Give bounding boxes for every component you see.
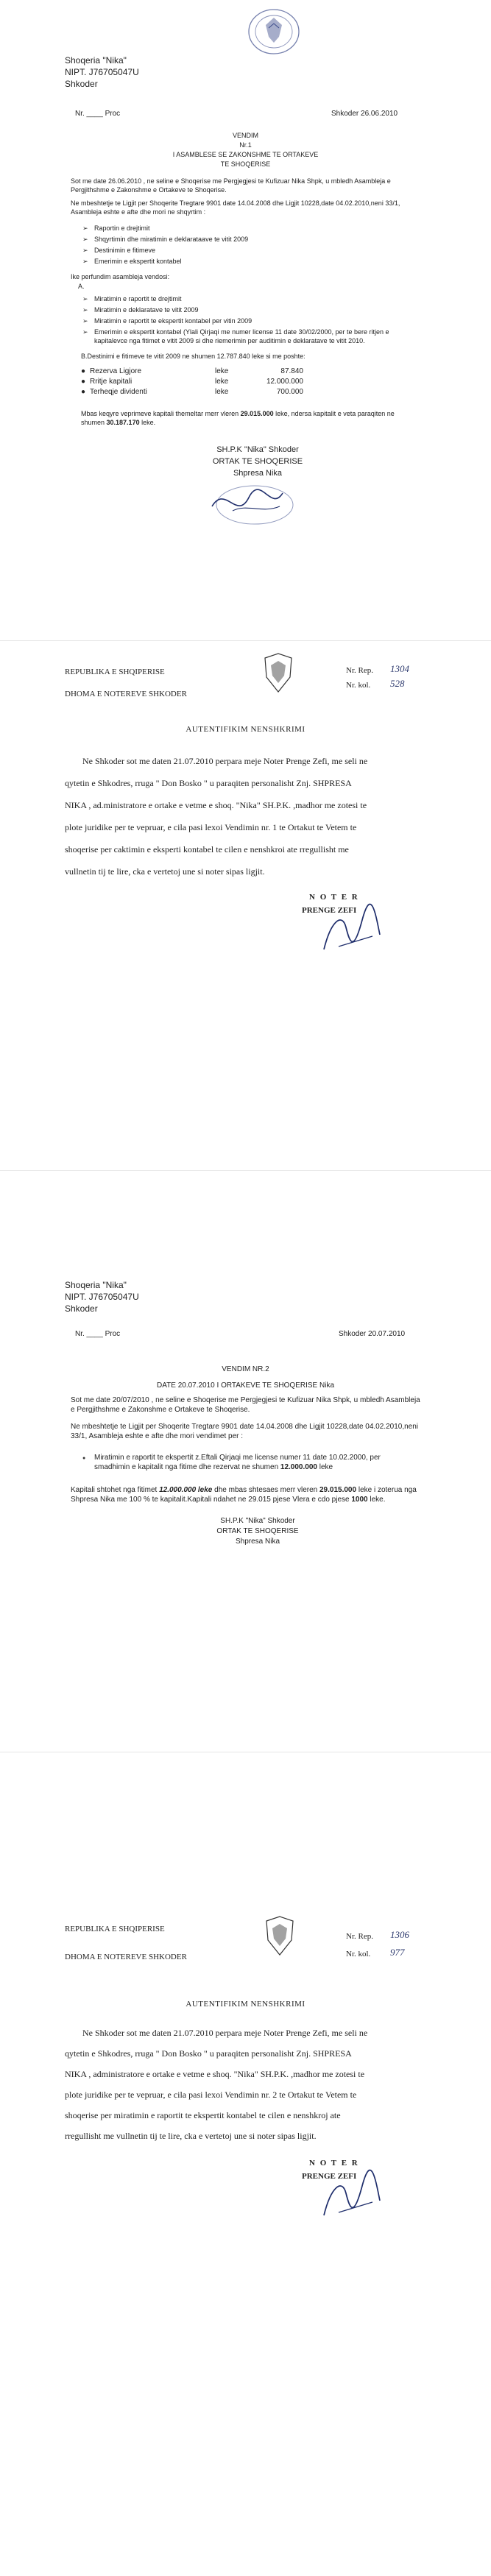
kol-value: 977 [390,1947,405,1958]
company-nipt: NIPT. J76705047U [65,67,139,77]
auth-heading: AUTENTIFIKIM NENSHKRIMI [186,725,305,734]
doc-number: Nr.1 [239,141,252,149]
distribution-label: Rritje kapitali [90,378,133,386]
intro-paragraph: Sot me date 26.06.2010 , ne seline e Shoqerise me Pergjegjesi te Kufizuar Nika Shpk, u mbledh Asambleja e Pergjithshme e Zakonshme e Ortakeve te Shoqerise. [71,177,391,194]
distribution-unit: leke [215,388,229,396]
distribution-label: Rezerva Ligjore [90,367,142,375]
place-date: Shkoder 20.07.2010 [339,1330,406,1338]
notary-signature-icon [309,898,390,957]
place-date: Shkoder 26.06.2010 [331,110,398,118]
decision-amount: 12.000.000 [280,1463,317,1471]
legal-basis-paragraph: Ne mbeshtetje te Ligjit per Shoqerite Tregtare 9901 date 14.04.2008 dhe Ligjit 10228,date 04.02.2010,neni 33/1, Asambleja eshte e afte dhe mori ne shqyrtim : [71,199,400,216]
notary-office: DHOMA E NOTEREVE SHKODER [65,690,187,698]
decision-item: ➢ Miratimin e deklaratave te vitit 2009 [81,305,412,314]
document-page-3 [0,1178,491,1693]
decision-item: ➢ Miratimin e raportit te drejtimit [81,294,412,303]
decision-item: ➢ Emerimin e ekspertit kontabel (Ylali Qirjaqi me numer license 11 date 30/02/2000, per te bere ritjen e kapitalevce nga fitimet e vitit 2009 si dhe riemerimin per auditimin e deklaratave te vitit 2010. [81,328,412,345]
capital-added: 12.000.000 leke [159,1486,213,1494]
distribution-label: Terheqje dividenti [90,388,147,396]
signatory-company: SH.P.K "Nika" Shkoder [220,1517,295,1525]
capital-amount: 29.015.000 [240,410,274,417]
auth-body-line: shoqerise per caktimin e eksperti kontabel te cilen e nenshkroi ate rregullisht me [65,844,349,854]
distribution-row: ● Rritje kapitali leke 12.000.000 [81,378,303,386]
doc-subtitle-1: I ASAMBLESE SE ZAKONSHME TE ORTAKEVE [172,151,319,158]
decided-letter: A. [78,283,85,290]
agenda-item: ➢ Shqyrtimin dhe miratimin e deklarataave te vitit 2009 [81,235,405,244]
rep-label: Nr. Rep. [346,666,373,675]
state-name: REPUBLIKA E SHQIPERISE [65,1925,165,1933]
distribution-unit: leke [215,378,229,386]
auth-body-line: qytetin e Shkodres, rruga " Don Bosko " u paraqiten personalisht Znj. SHPRESA [65,778,352,788]
distribution-amount: 12.000.000 [266,378,303,386]
distribution-amount: 87.840 [280,367,303,375]
company-name: Shoqeria "Nika" [65,1280,127,1290]
agenda-item: ➢ Emerimin e ekspertit kontabel [81,257,405,266]
distribution-row: ● Rezerva Ligjore leke 87.840 [81,367,303,375]
capital-paragraph: Mbas keqyre veprimeve kapitali themeltar merr vleren 29.015.000 leke, ndersa kapitalit e veta paraqiten ne shumen 30.187.170 leke. [81,410,395,426]
company-nipt: NIPT. J76705047U [65,1292,139,1302]
agenda-item: ➢ Destinimin e fitimeve [81,246,405,255]
capital-share-value: 1000 [351,1496,368,1504]
auth-body-line: rregullisht me vullnetin tij te lire, cka e vertetoj une si noter sipas ligjit. [65,2131,317,2141]
page-divider [0,640,491,641]
auth-body-line: shoqerise per miratimin e raportit te ekspertit kontabel te cilen e nenshkroj ate [65,2110,341,2120]
auth-body-line: qytetin e Shkodres, rruga " Don Bosko " u paraqiten personalisht Znj. SHPRESA [65,2048,352,2059]
doc-subtitle: DATE 20.07.2010 I ORTAKEVE TE SHOQERISE Nika [156,1381,335,1390]
notary-name: PRENGE ZEFI [302,2172,357,2181]
document-page-4 [0,1759,491,2318]
signatory-name: Shpresa Nika [235,1538,280,1546]
capital-paragraph: Kapitali shtohet nga fitimet 12.000.000 leke dhe mbas shtesaes merr vleren 29.015.000 leke i zoterua nga Shpresa Nika me 100 % te kapitalit.Kapitali ndahet ne 29.015 pjese Vlera e cdo pjese 1000 leke. [71,1486,417,1504]
coat-of-arms-icon [259,1915,300,1958]
notary-name: PRENGE ZEFI [302,906,357,915]
rep-value: 1304 [390,663,409,674]
capital-new-value: 29.015.000 [319,1486,357,1494]
state-name: REPUBLIKA E SHQIPERISE [65,668,165,676]
document-page-1 [0,0,491,633]
decisions-list [81,1453,412,1474]
company-city: Shkoder [65,1303,98,1314]
signatory-name: Shpresa Nika [233,469,283,478]
auth-body-line: NIKA , administratore e ortake e vetme e shoq. "Nika" SH.P.K. ,madhor me zotesi te [65,2069,365,2079]
decision-item: ● Miratimin e raportit te ekspertit z.Eftali Qirjaqi me license numer 11 date 10.02.2000, per smadhimin e kapitalit nga fitime dhe rezervat ne shumen 12.000.000 leke [81,1453,412,1472]
auth-body-line: vullnetin tij te lire, cka e vertetoj une si noter sipas ligjit. [65,866,265,877]
kol-label: Nr. kol. [346,1950,371,1958]
signatory-role: ORTAK TE SHOQERISE [216,1527,299,1535]
coat-of-arms-icon [258,652,299,695]
notary-office: DHOMA E NOTEREVE SHKODER [65,1953,187,1961]
notary-signature-icon [309,2164,390,2223]
doc-title: VENDIM NR.2 [222,1365,269,1373]
shoqeria-stamp-icon [247,7,301,56]
ref-number: Nr. ____ Proc [75,110,121,118]
auth-body-line: NIKA , ad.ministratore e ortake e vetme e shoq. "Nika" SH.P.K. ,madhor me zotesi te [65,800,367,810]
destination-intro: B.Destinimi e fitimeve te vitit 2009 ne shumen 12.787.840 leke si me poshte: [81,353,305,360]
ref-number: Nr. ____ Proc [75,1330,121,1338]
rep-value: 1306 [390,1929,409,1940]
kol-value: 528 [390,678,405,689]
kol-label: Nr. kol. [346,681,371,690]
notary-title: N O T E R [309,2159,359,2168]
agenda-list [81,224,405,268]
auth-heading: AUTENTIFIKIM NENSHKRIMI [186,2000,305,2009]
company-name: Shoqeria "Nika" [65,55,127,66]
decisions-list [81,294,412,347]
distribution-amount: 700.000 [276,388,303,396]
intro-paragraph: Sot me date 20/07/2010 , ne seline e Shoqerise me Pergjegjesi te Kufizuar Nika Shpk, u mbledh Asambleja e Pergjithshme e Zakonshme e Ortakeve te Shoqerise. [71,1396,420,1414]
company-city: Shkoder [65,79,98,89]
signatory-company: SH.P.K "Nika" Shkoder [216,445,299,454]
decision-item: ➢ Miratimin e raportit te ekspertit kontabel per vitin 2009 [81,316,412,325]
document-page-2 [0,648,491,1163]
distribution-table [81,367,317,397]
distribution-unit: leke [215,367,229,375]
rep-label: Nr. Rep. [346,1932,373,1941]
doc-subtitle-2: TE SHOQERISE [220,160,271,168]
page-divider [0,1170,491,1171]
auth-body-line: plote juridike per te vepruar, e cila pasi lexoi Vendimin nr. 2 te Ortakut te Vetem te [65,2090,357,2100]
auth-body-line: Ne Shkoder sot me daten 21.07.2010 perpara meje Noter Prenge Zefi, me seli ne [82,756,368,766]
decided-intro: Ike perfundim asambleja vendosi: [71,273,170,280]
legal-basis-paragraph: Ne mbeshtetje te Ligjit per Shoqerite Tregtare 9901 date 14.04.2008 dhe Ligjit 10228,date 04.02.2010,neni 33/1, Asambleja eshte e afte dhe mori vendimet per : [71,1423,419,1440]
signature-stamp-icon [203,477,299,528]
notary-title: N O T E R [309,893,359,902]
auth-body-line: plote juridike per te vepruar, e cila pasi lexoi Vendimin nr. 1 te Ortakut te Vetem te [65,822,357,832]
capital-total: 30.187.170 [106,419,140,426]
doc-title: VENDIM [232,132,258,139]
agenda-item: ➢ Raportin e drejtimit [81,224,405,233]
signatory-role: ORTAK TE SHOQERISE [212,457,303,466]
auth-body-line: Ne Shkoder sot me daten 21.07.2010 perpara meje Noter Prenge Zefi, me seli ne [82,2028,368,2038]
distribution-row: ● Terheqje dividenti leke 700.000 [81,388,303,396]
